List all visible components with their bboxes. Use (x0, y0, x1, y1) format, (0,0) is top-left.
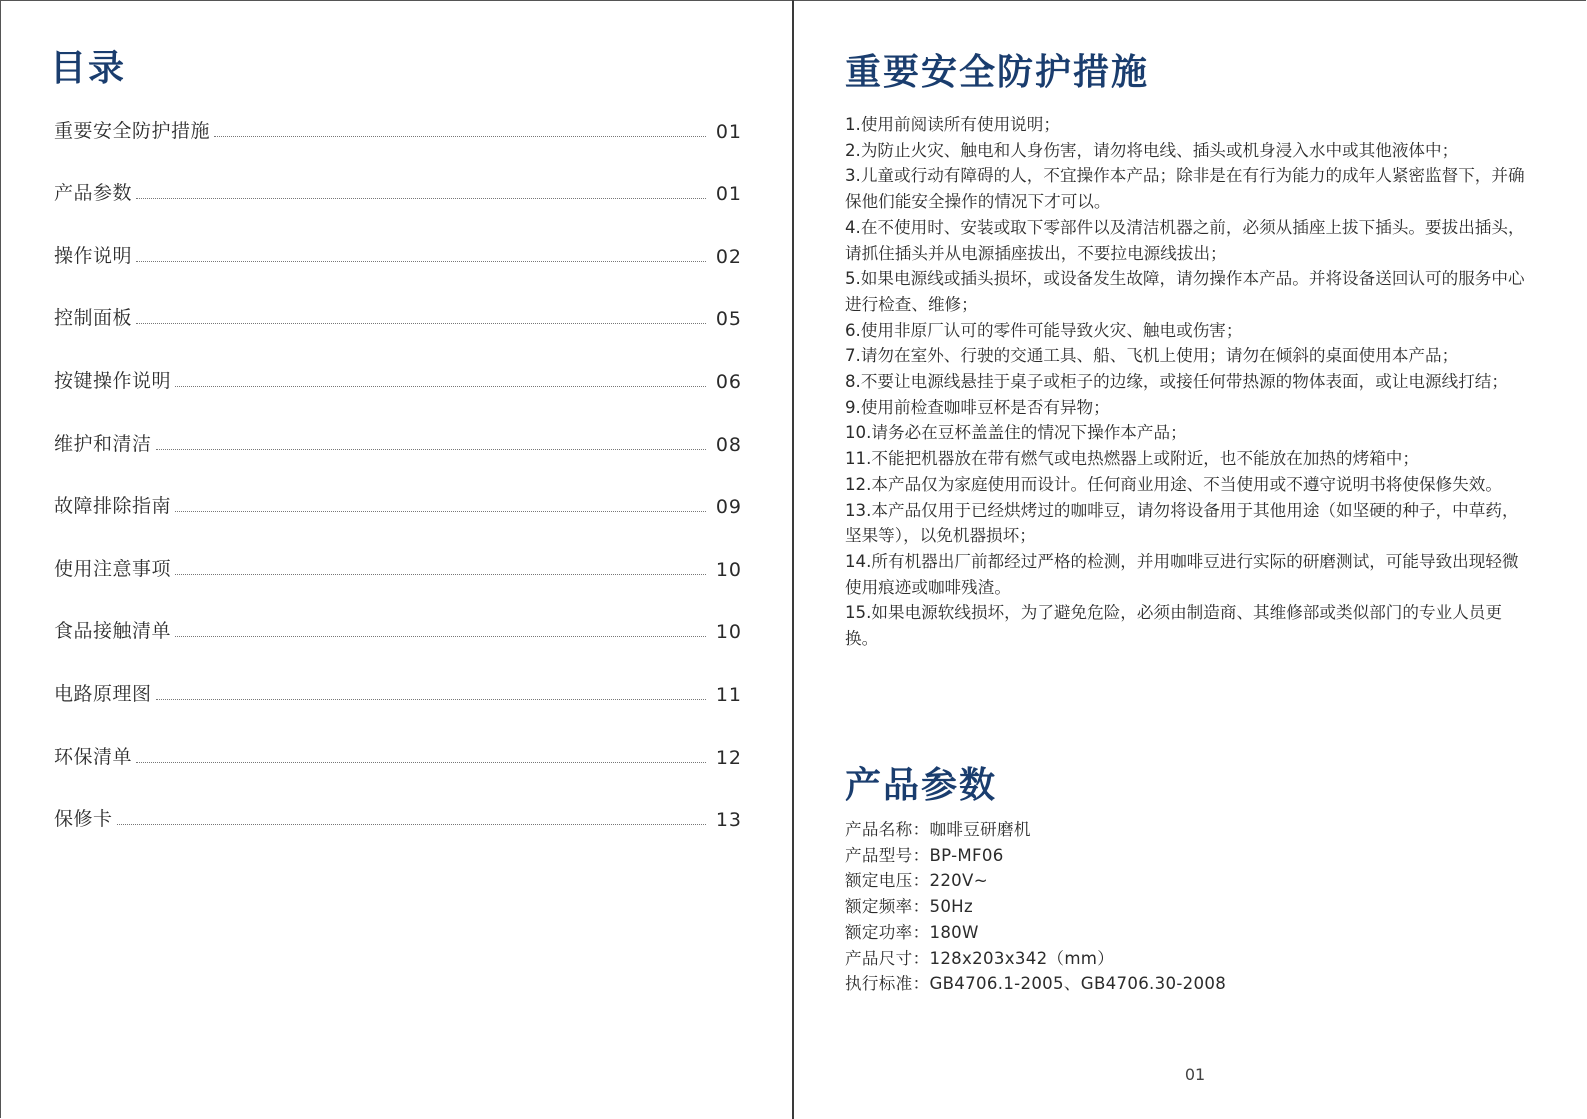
page-number: 01 (1184, 1065, 1206, 1084)
param-row: 额定频率：50Hz (845, 897, 973, 917)
params-list (845, 817, 1525, 997)
safety-item: 10.请务必在豆杯盖盖住的情况下操作本产品； (845, 423, 1187, 443)
safety-item: 13.本产品仅用于已经烘烤过的咖啡豆，请勿将设备用于其他用途（如坚硬的种子，中草药，坚果等），以免机器损坏； (845, 500, 1519, 546)
toc-entry[interactable] (54, 490, 742, 553)
toc-entry[interactable] (54, 740, 742, 803)
toc-entry[interactable] (54, 364, 742, 427)
safety-item: 14.所有机器出厂前都经过严格的检测，并用咖啡豆进行实际的研磨测试，可能导致出现轻微使用痕迹或咖啡残渣。 (845, 551, 1519, 597)
toc-entry-page: 09 (715, 496, 742, 519)
toc-entry[interactable] (54, 427, 742, 490)
toc-entry-label: 环保清单 (54, 745, 133, 768)
safety-item: 4.在不使用时、安装或取下零部件以及清洁机器之前，必须从插座上拔下插头。要拔出插头，请抓住插头并从电源插座拔出，不要拉电源线拔出； (845, 217, 1525, 263)
toc-entry[interactable] (54, 239, 742, 302)
safety-item: 15.如果电源软线损坏，为了避免危险，必须由制造商、其维修部或类似部门的专业人员更换。 (845, 603, 1502, 649)
page-divider (792, 0, 794, 1119)
toc-entry-page: 08 (715, 433, 742, 456)
toc-leader-dots (175, 573, 706, 575)
toc-entry-label: 维护和清洁 (54, 432, 152, 455)
toc-leader-dots (136, 197, 706, 199)
toc-entry-label: 控制面板 (54, 307, 133, 330)
toc-leader-dots (175, 385, 706, 387)
toc-entry-label: 产品参数 (54, 182, 133, 205)
toc-entry-label: 使用注意事项 (54, 557, 172, 580)
safety-item: 12.本产品仅为家庭使用而设计。任何商业用途、不当使用或不遵守说明书将使保修失效。 (845, 474, 1502, 494)
toc-entry[interactable] (54, 177, 742, 240)
param-row: 产品尺寸：128x203x342（mm） (845, 948, 1115, 968)
toc-entry-label: 重要安全防护措施 (54, 119, 211, 142)
toc-entry-page: 10 (715, 558, 742, 581)
toc-leader-dots (136, 260, 706, 262)
param-row: 产品型号：BP-MF06 (845, 845, 1004, 865)
toc-entry-label: 操作说明 (54, 244, 133, 267)
toc-entry-label: 电路原理图 (54, 682, 152, 705)
toc-list (54, 114, 742, 865)
toc-entry-page: 12 (715, 746, 742, 769)
toc-entry[interactable] (54, 114, 742, 177)
safety-item: 8.不要让电源线悬挂于桌子或柜子的边缘，或接任何带热源的物体表面，或让电源线打结； (845, 372, 1508, 392)
toc-entry-page: 06 (715, 370, 742, 393)
safety-item: 6.使用非原厂认可的零件可能导致火灾、触电或伤害； (845, 320, 1243, 340)
safety-item: 11.不能把机器放在带有燃气或电热燃器上或附近，也不能放在加热的烤箱中； (845, 449, 1419, 469)
toc-leader-dots (136, 761, 706, 763)
toc-entry-label: 保修卡 (54, 808, 113, 831)
safety-item: 7.请勿在室外、行驶的交通工具、船、飞机上使用；请勿在倾斜的桌面使用本产品； (845, 346, 1459, 366)
toc-entry-page: 11 (715, 683, 742, 706)
safety-item: 2.为防止火灾、触电和人身伤害，请勿将电线、插头或机身浸入水中或其他液体中； (845, 140, 1459, 160)
safety-item: 1.使用前阅读所有使用说明； (845, 115, 1060, 134)
toc-entry[interactable] (54, 615, 742, 678)
toc-entry-label: 故障排除指南 (54, 495, 172, 518)
param-row: 额定电压：220V~ (845, 871, 988, 891)
toc-leader-dots (175, 510, 706, 512)
toc-entry-page: 02 (715, 245, 742, 268)
toc-entry-page: 01 (715, 183, 742, 206)
toc-entry-label: 食品接触清单 (54, 620, 172, 643)
toc-entry[interactable] (54, 302, 742, 365)
toc-entry-page: 01 (715, 120, 742, 143)
toc-entry-label: 按键操作说明 (54, 369, 172, 392)
toc-leader-dots (175, 635, 706, 637)
params-title: 产品参数 (845, 765, 998, 806)
toc-entry-page: 13 (715, 809, 742, 832)
param-row: 执行标准：GB4706.1-2005、GB4706.30-2008 (845, 974, 1227, 994)
param-row: 额定功率：180W (845, 922, 979, 942)
safety-item: 9.使用前检查咖啡豆杯是否有异物； (845, 397, 1110, 417)
toc-entry[interactable] (54, 803, 742, 866)
toc-leader-dots (214, 135, 706, 137)
toc-entry[interactable] (54, 677, 742, 740)
safety-item: 5.如果电源线或插头损坏，或设备发生故障，请勿操作本产品。并将设备送回认可的服务中心进行检查、维修； (845, 269, 1525, 314)
param-row: 产品名称：咖啡豆研磨机 (845, 820, 1031, 839)
toc-entry-page: 10 (715, 621, 742, 644)
toc-leader-dots (117, 823, 706, 825)
toc-leader-dots (136, 322, 706, 324)
toc-entry-page: 05 (715, 308, 742, 331)
safety-list (845, 112, 1525, 652)
toc-leader-dots (156, 448, 706, 450)
safety-item: 3.儿童或行动有障碍的人，不宜操作本产品；除非是在有行为能力的成年人紧密监督下，并确保他们能安全操作的情况下才可以。 (845, 166, 1525, 212)
toc-leader-dots (156, 698, 706, 700)
safety-title: 重要安全防护措施 (845, 52, 1150, 93)
toc-title: 目录 (50, 48, 127, 89)
toc-entry[interactable] (54, 552, 742, 615)
